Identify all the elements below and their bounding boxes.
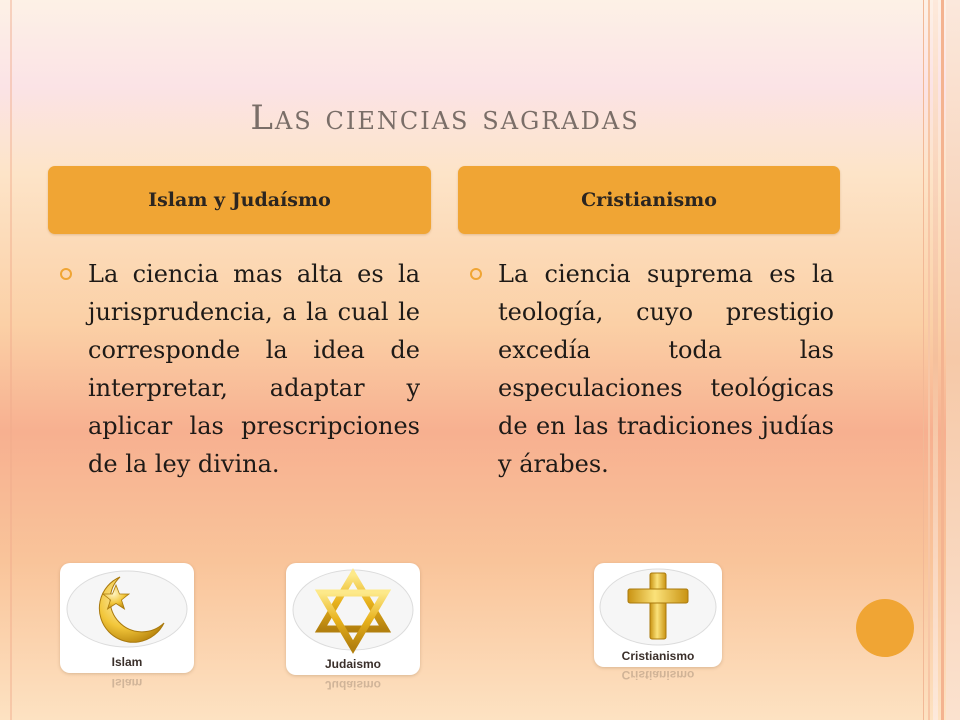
bullet-circle-icon	[60, 268, 72, 280]
image-label-reflection: Cristianismo	[621, 668, 695, 682]
column-header-islam-judaismo	[48, 166, 431, 234]
column-text: La ciencia mas alta es la jurisprudencia, a la cual le corresponde la idea de interpretar, adaptar y aplicar las prescripciones de la ley divina.	[88, 260, 420, 478]
column-text: La ciencia suprema es la teología, cuyo prestigio excedía toda las especulaciones teológicas de en las tradiciones judías y árabes.	[498, 260, 834, 478]
cross-icon	[594, 563, 722, 651]
image-card-judaismo	[286, 563, 420, 675]
image-card-islam	[60, 563, 194, 673]
crescent-star-icon	[60, 563, 194, 655]
stripe	[923, 0, 924, 720]
image-label: Cristianismo	[621, 649, 695, 663]
bullet-circle-icon	[470, 268, 482, 280]
image-label: Islam	[111, 655, 143, 669]
right-decorative-stripes	[916, 0, 960, 720]
star-of-david-icon	[286, 563, 420, 657]
stripe	[933, 0, 938, 720]
stripe	[941, 0, 944, 720]
image-card-cristianismo	[594, 563, 722, 667]
column-header-label: Cristianismo	[581, 189, 717, 211]
decorative-orange-circle	[856, 599, 914, 657]
column-left-bullet	[60, 255, 420, 483]
image-label-reflection: Islam	[111, 676, 143, 690]
image-label: Judaismo	[324, 657, 381, 671]
slide-title: Las ciencias sagradas	[250, 98, 640, 138]
column-header-cristianismo	[458, 166, 840, 234]
column-header-label: Islam y Judaísmo	[148, 189, 331, 211]
stripe	[946, 0, 960, 720]
column-right-bullet	[470, 255, 834, 483]
image-label-reflection: Judaismo	[324, 678, 381, 692]
stripe	[928, 0, 930, 720]
